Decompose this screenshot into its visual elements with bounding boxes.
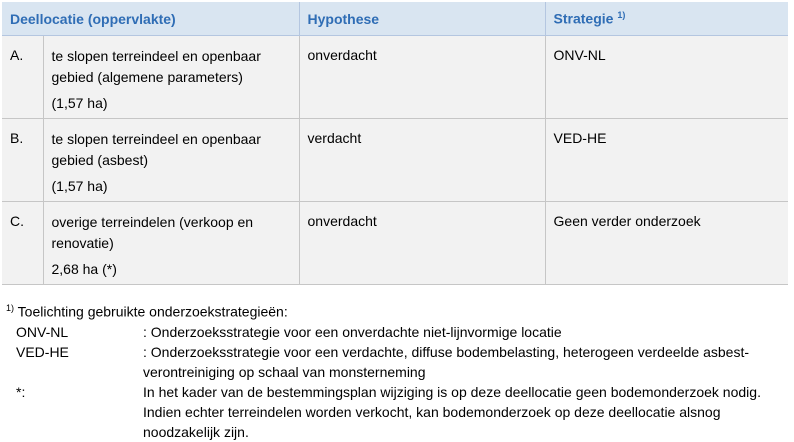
note-text: : Onderzoeksstrategie voor een verdachte, diffuse bodembelasting, heterogeen verdeelde asbest- verontreiniging op schaal van monsterneming: [143, 343, 750, 380]
row-hypothesis: onverdacht: [299, 36, 545, 119]
row-strategy: Geen verder onderzoek: [545, 202, 788, 285]
notes-heading: $^{1)}$ Toelichting gebruikte onderzoekstrategieën:: [6, 303, 288, 320]
footnote-marker: 1): [617, 10, 626, 21]
deellocatie-table: [2, 2, 788, 285]
note-code: *:: [16, 383, 26, 400]
note-text: : Onderzoeksstrategie voor een onverdachte niet-lijnvormige locatie: [143, 323, 562, 340]
note-item-onv-nl: [6, 322, 788, 342]
table-row: [2, 202, 788, 285]
row-area: (1,57 ha): [51, 178, 108, 194]
table-row: [2, 119, 788, 202]
row-description: [43, 202, 299, 285]
description-line: renovatie): [51, 235, 114, 251]
strategy-notes: [6, 298, 788, 442]
row-strategy: ONV-NL: [545, 36, 788, 119]
description-line: overige terreindelen (verkoop en: [51, 214, 254, 230]
description-line: gebied (algemene parameters): [51, 69, 243, 85]
note-code: VED-HE: [16, 343, 69, 360]
table-header-row: [2, 2, 788, 36]
header-hypothese: Hypothese: [299, 2, 545, 36]
row-area: (1,57 ha): [51, 95, 108, 111]
row-hypothesis: verdacht: [299, 119, 545, 202]
row-id: A.: [2, 36, 43, 119]
note-text: In het kader van de bestemmingsplan wijziging is op deze deellocatie geen bodemonderzoek nodig. Indien echter terreindelen worden verkocht, kan bodemonderzoek op deze deellocatie alsnog noodzakelijk zijn.: [143, 383, 761, 440]
row-area: 2,68 ha (*): [51, 261, 117, 277]
row-id: B.: [2, 119, 43, 202]
note-item-ved-he: [6, 342, 788, 382]
row-description: [43, 119, 299, 202]
row-description: [43, 36, 299, 119]
header-strategie: Strategie $^{1)}$: [545, 2, 788, 36]
description-line: te slopen terreindeel en openbaar: [51, 48, 261, 64]
row-hypothesis: onverdacht: [299, 202, 545, 285]
description-line: te slopen terreindeel en openbaar: [51, 131, 261, 147]
note-item-asterisk: [6, 382, 788, 442]
description-line: gebied (asbest): [51, 152, 149, 168]
row-strategy: VED-HE: [545, 119, 788, 202]
header-deellocatie: Deellocatie (oppervlakte): [2, 2, 299, 36]
footnote-marker: 1): [6, 303, 15, 313]
row-id: C.: [2, 202, 43, 285]
table-row: [2, 36, 788, 119]
note-code: ONV-NL: [16, 323, 69, 340]
